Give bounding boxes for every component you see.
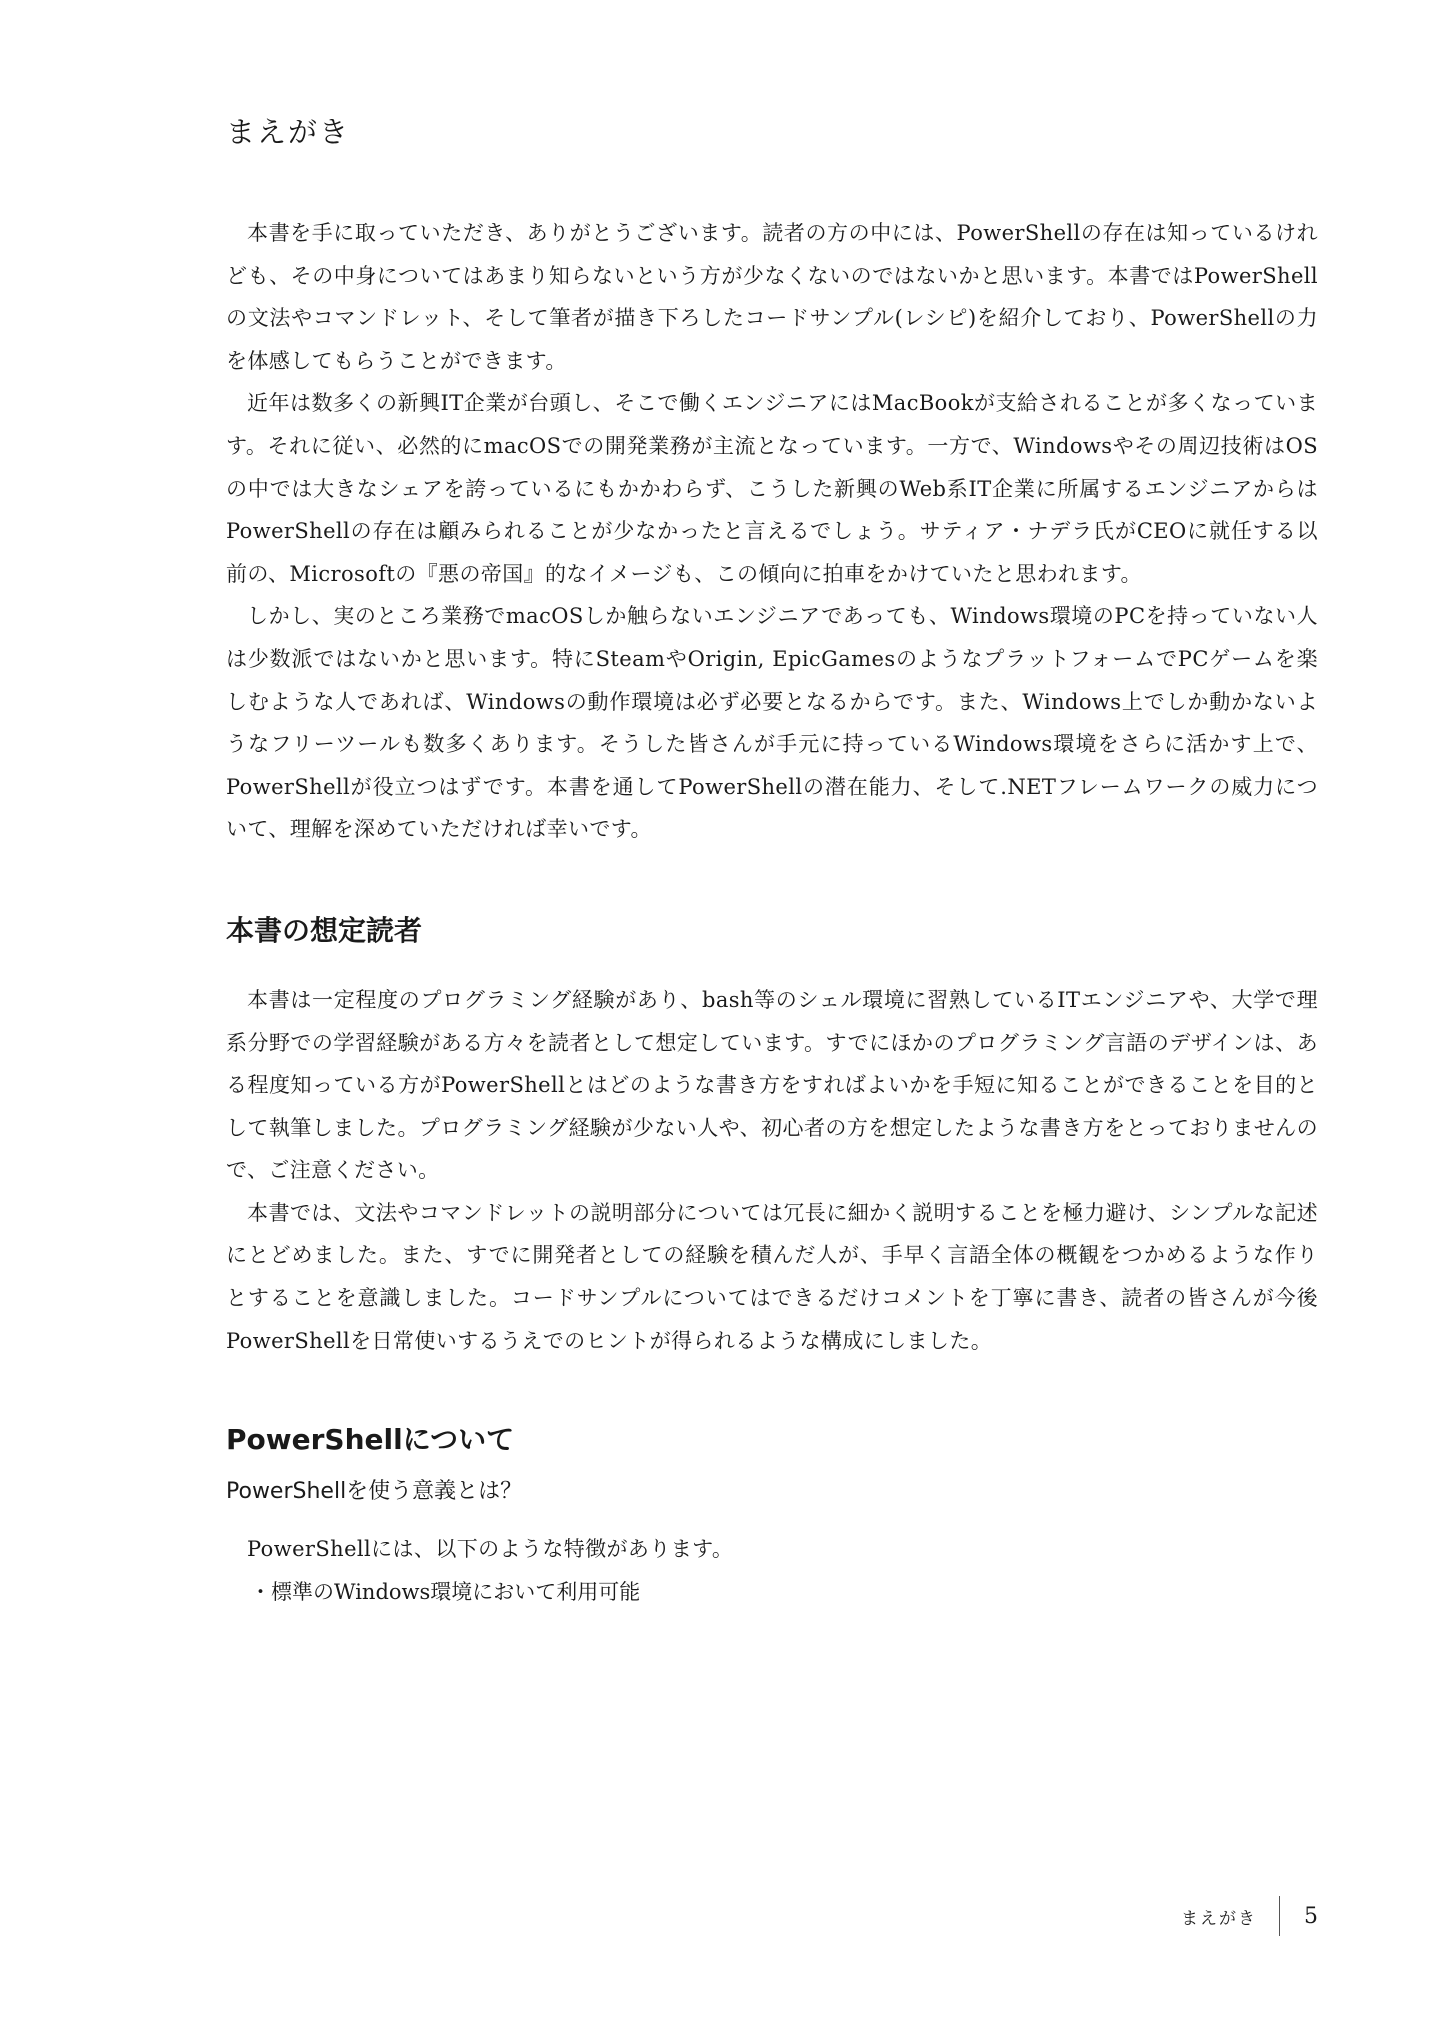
preface-body xyxy=(226,212,1318,851)
section-title-about-powershell: PowerShellについて xyxy=(226,1423,515,1457)
powershell-intro-paragraph: PowerShellには、以下のような特徴があります。 xyxy=(247,1537,734,1562)
readers-paragraph: 本書では、文法やコマンドレットの説明部分については冗長に細かく説明することを極力避け、シンプルな記述にとどめました。また、すでに開発者としての経験を積んだ人が、手早く言語全体の概観をつかめるような作りとすることを意識しました。コードサンプルについてはできるだけコメントを丁寧に書き、読者の皆さんが今後PowerShellを日常使いするうえでのヒントが得られるような構成にしました。 xyxy=(226,1200,1318,1353)
preface-paragraph: 本書を手に取っていただき、ありがとうございます。読者の方の中には、PowerShellの存在は知っているけれども、その中身についてはあまり知らないという方が少なくないのではないかと思います。本書ではPowerShellの文法やコマンドレット、そして筆者が描き下ろしたコードサンプル(レシピ)を紹介しており、PowerShellの力を体感してもらうことができます。 xyxy=(226,221,1318,373)
page-number: 5 xyxy=(1304,1903,1318,1929)
footer-divider xyxy=(1279,1896,1280,1936)
section-title-target-readers: 本書の想定読者 xyxy=(226,913,423,947)
feature-list xyxy=(226,1571,1318,1614)
preface-paragraph: 近年は数多くの新興IT企業が台頭し、そこで働くエンジニアにはMacBookが支給されることが多くなっています。それに従い、必然的にmacOSでの開発業務が主流となっています。一方で、Windowsやその周辺技術はOSの中では大きなシェアを誇っているにもかかわらず、こうした新興のWeb系IT企業に所属するエンジニアからはPowerShellの存在は顧みられることが少なかったと言えるでしょう。サティア・ナデラ氏がCEOに就任する以前の、Microsoftの『悪の帝国』的なイメージも、この傾向に拍車をかけていたと思われます。 xyxy=(226,391,1318,586)
page-content xyxy=(226,110,1318,1613)
feature-list-item: ・標準のWindows環境において利用可能 xyxy=(250,1579,641,1604)
running-footer-section: まえがき xyxy=(1181,1908,1257,1929)
chapter-title: まえがき xyxy=(226,115,351,149)
subsection-title-why-powershell: PowerShellを使う意義とは？ xyxy=(226,1479,523,1505)
page-footer xyxy=(1181,1896,1318,1936)
target-readers-body xyxy=(226,979,1318,1362)
readers-paragraph: 本書は一定程度のプログラミング経験があり、bash等のシェル環境に習熟しているITエンジニアや、大学で理系分野での学習経験がある方々を読者として想定しています。すでにほかのプログラミング言語のデザインは、ある程度知っている方がPowerShellとはどのような書き方をすればよいかを手短に知ることができることを目的として執筆しました。プログラミング経験が少ない人や、初心者の方を想定したような書き方をとっておりませんので、ご注意ください。 xyxy=(226,987,1318,1183)
preface-paragraph: しかし、実のところ業務でmacOSしか触らないエンジニアであっても、Windows環境のPCを持っていない人は少数派ではないかと思います。特にSteamやOrigin, EpicGamesのようなプラットフォームでPCゲームを楽しむような人であれば、Windowsの動作環境は必ず必要となるからです。また、Windows上でしか動かないようなフリーツールも数多くあります。そうした皆さんが手元に持っているWindows環境をさらに活かす上で、PowerShellが役立つはずです。本書を通してPowerShellの潜在能力、そして.NETフレームワークの威力について、理解を深めていただければ幸いです。 xyxy=(226,604,1318,842)
about-powershell-body xyxy=(226,1528,1318,1613)
